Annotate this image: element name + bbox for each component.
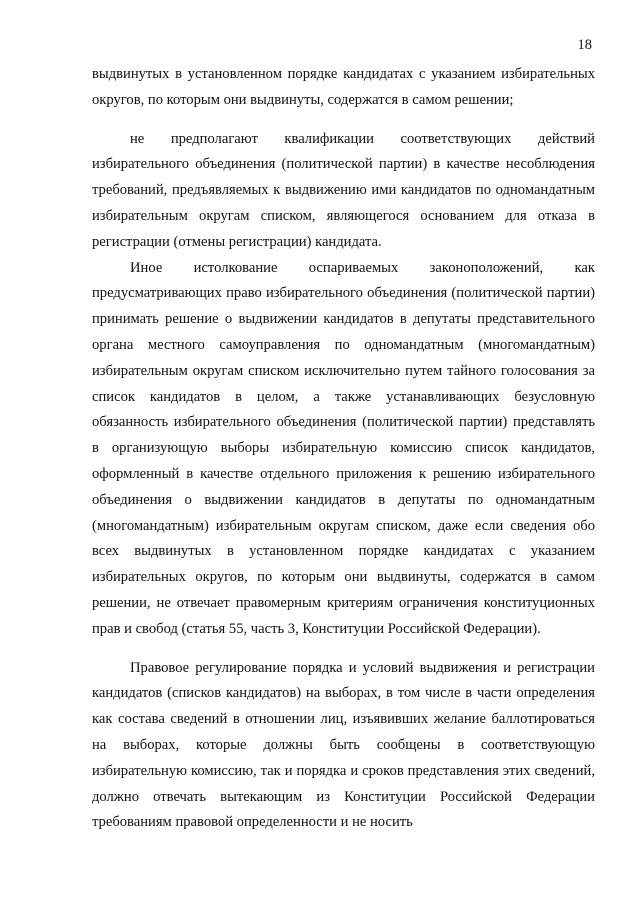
paragraph-other-interpretation: Иное истолкование оспариваемых законоположений, как предусматривающих право избирательного объединения (политической партии) принимать решение о выдвижении кандидатов в депутаты представительного органа местного самоуправления по одномандатным (многомандатным) избирательным округам списком исключительно путем тайного голосования за список кандидатов в целом, а также устанавливающих безусловную обязанность избирательного объединения (политической партии) представлять в организующую выборы избирательную комиссию список кандидатов, оформленный в качестве отдельного приложения к решению избирательного объединения о выдвижении кандидатов в депутаты по одномандатным (многомандатным) избирательным округам списком, даже если сведения обо всех выдвинутых в установленном порядке кандидатах с указанием избирательных округов, по которым они выдвинуты, содержатся в самом решении, не отвечает правомерным критериям ограничения конституционных прав и свобод (статья 55, часть 3, Конституции Российской Федерации). bbox=[92, 259, 595, 637]
paragraph-legal-regulation: Правовое регулирование порядка и условий выдвижения и регистрации кандидатов (списков кандидатов) на выборах, в том числе в части определения как состава сведений в отношении лиц, изъявивших желание баллотироваться на выборах, которые должны быть сообщены в соответствующую избирательную комиссию, так и порядка и сроков представления этих сведений, должно отвечать вытекающим из Конституции Российской Федерации требованиям правовой определенности и не носить bbox=[92, 659, 595, 831]
paragraph-continuation: выдвинутых в установленном порядке кандидатах с указанием избирательных округов, по которым они выдвинуты, содержатся в самом решении; bbox=[92, 66, 595, 108]
document-body bbox=[92, 62, 595, 836]
paragraph-not-assume-qualification: не предполагают квалификации соответствующих действий избирательного объединения (политической партии) в качестве несоблюдения требований, предъявляемых к выдвижению ими кандидатов по одномандатным избирательным округам списком, являющегося основанием для отказа в регистрации (отмены регистрации) кандидата. bbox=[92, 130, 595, 250]
page-number: 18 bbox=[577, 37, 592, 53]
